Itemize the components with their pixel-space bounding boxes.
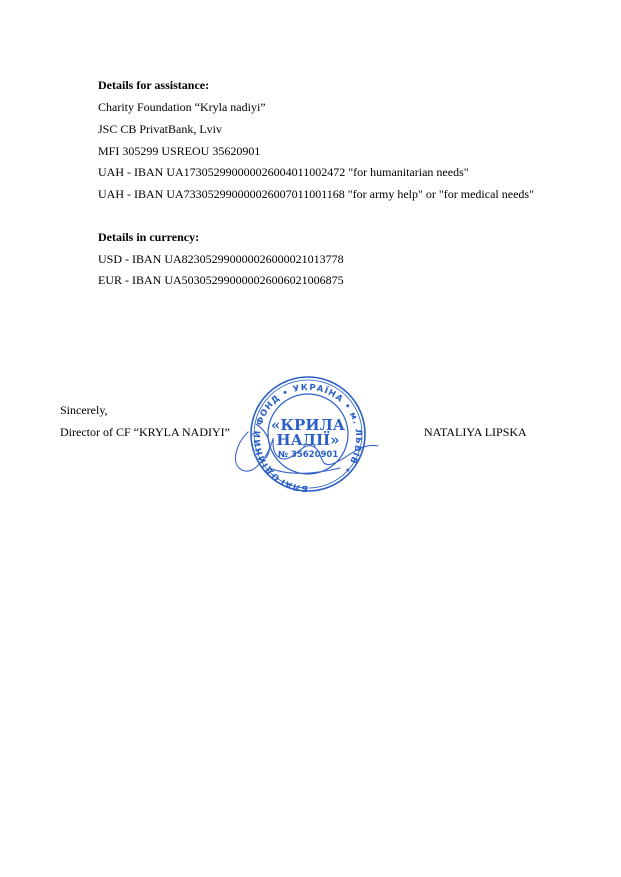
stamp-code: № 35620901 (277, 450, 339, 460)
foundation-name: Charity Foundation “Kryla nadiyi” (98, 100, 266, 114)
iban-usd: USD - IBAN UA823052990000026000021013778 (98, 252, 344, 266)
iban-uah-humanitarian: UAH - IBAN UA173052990000026004011002472 "for humanitarian needs" (98, 165, 469, 179)
stamp-center-line1: «КРИЛА (271, 416, 345, 434)
director-title: Director of CF “KRYLA NADIYI” (60, 425, 230, 439)
official-stamp-icon (228, 372, 384, 492)
salutation: Sincerely, (60, 403, 108, 417)
bank-name: JSC CB PrivatBank, Lviv (98, 122, 223, 136)
bank-codes: MFI 305299 USREOU 35620901 (98, 144, 261, 158)
iban-eur: EUR - IBAN UA503052990000026006021006875 (98, 273, 344, 287)
director-name: NATALIYA LIPSKA (424, 425, 527, 439)
stamp-ring-text: БЛАГОДІЙНИЙ ФОНД • УКРАЇНА • м. ЛЬВІВ • (252, 382, 364, 492)
assistance-heading: Details for assistance: (98, 78, 210, 92)
stamp-center-line2: НАДІЇ» (276, 431, 340, 449)
iban-uah-army: UAH - IBAN UA733052990000026007011001168 "for army help" or "for medical needs" (98, 187, 534, 201)
currency-heading: Details in currency: (98, 230, 200, 244)
